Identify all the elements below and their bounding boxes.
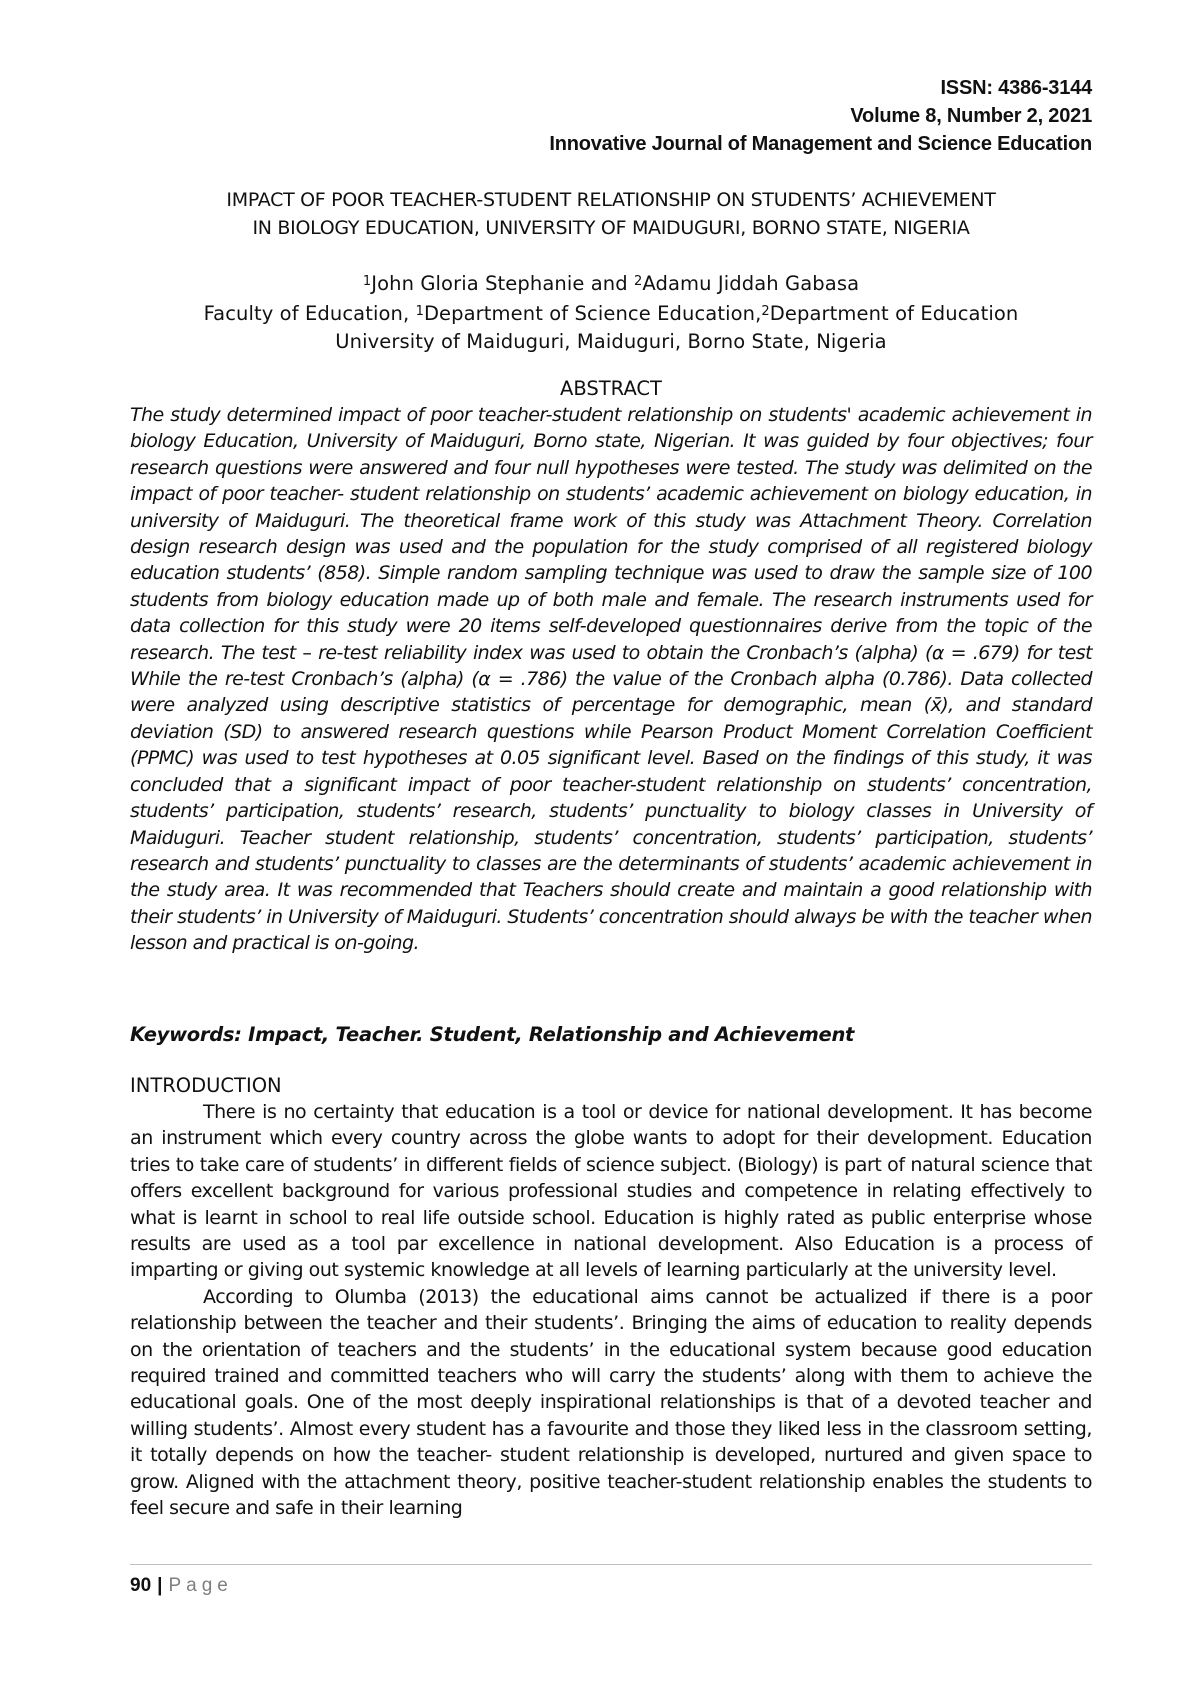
- introduction-body: [130, 1099, 1092, 1522]
- author-2: Adamu Jiddah Gabasa: [642, 272, 860, 295]
- department-1-mark: 1: [415, 304, 424, 319]
- author-1: John Gloria Stephanie and: [371, 272, 635, 295]
- university-affiliation: University of Maiduguri, Maiduguri, Borno State, Nigeria: [335, 330, 887, 353]
- faculty: Faculty of Education,: [203, 302, 416, 325]
- department-2: Department of Education: [769, 302, 1019, 325]
- paper-title: [130, 186, 1092, 242]
- affiliation-departments: [130, 298, 1092, 328]
- introduction-paragraph: There is no certainty that education is a tool or device for national development. It has become an instrument which every country across the globe wants to adopt for their development. Education tries to take care of students’ in different fields of science subject. (Biology) is part of natural science that offers excellent background for various professional studies and competence in relating effectively to what is learnt in school to real life outside school. Education is highly rated as public enterprise whose results are used as a tool par excellence in national development. Also Education is a process of imparting or giving out systemic knowledge at all levels of learning particularly at the university level.: [130, 1101, 1092, 1282]
- keywords: Keywords: Impact, Teacher. Student, Relationship and Achievement: [130, 1023, 855, 1046]
- abstract-text: The study determined impact of poor teacher-student relationship on students' academic achievement in biology Education, University of Maiduguri, Borno state, Nigerian. It was guided by four objectives; four research questions were answered and four null hypotheses were tested. The study was delimited on the impact of poor teacher- student relationship on students’ academic achievement on biology education, in university of Maiduguri. The theoretical frame work of this study was Attachment Theory. Correlation design research design was used and the population for the study comprised of all registered biology education students’ (858). Simple random sampling technique was used to draw the sample size of 100 students from biology education made up of both male and female. The research instruments used for data collection for this study were 20 items self-developed questionnaires derive from the topic of the research. The test – re-test reliability index was used to obtain the Cronbach’s (alpha) (α = .679) for test While the re-test Cronbach’s (alpha) (α = .786) the value of the Cronbach alpha (0.786). Data collected were analyzed using descriptive statistics of percentage for demographic, mean (x̄), and standard deviation (SD) to answered research questions while Pearson Product Moment Correlation Coefficient (PPMC) was used to test hypotheses at 0.05 significant level. Based on the findings of this study, it was concluded that a significant impact of poor teacher-student relationship on students’ concentration, students’ participation, students’ research, students’ punctuality to biology classes in University of Maiduguri. Teacher student relationship, students’ concentration, students’ participation, students’ research and students’ punctuality to classes are the determinants of students’ academic achievement in the study area. It was recommended that Teachers should create and maintain a good relationship with their students’ in University of Maiduguri. Students’ concentration should always be with the teacher when lesson and practical is on-going.: [130, 404, 1092, 955]
- author-2-affiliation-mark: 2: [634, 274, 643, 289]
- page-number: 90: [130, 1575, 152, 1596]
- title-line-2: IN BIOLOGY EDUCATION, UNIVERSITY OF MAIDUGURI, BORNO STATE, NIGERIA: [252, 217, 970, 239]
- title-line-1: IMPACT OF POOR TEACHER-STUDENT RELATIONSHIP ON STUDENTS’ ACHIEVEMENT: [226, 189, 996, 211]
- paper-page: [130, 0, 1092, 1696]
- page-footer: [130, 1573, 233, 1599]
- issn: ISSN: 4386-3144: [940, 77, 1092, 99]
- author-names: [130, 268, 1092, 298]
- department-2-mark: 2: [761, 304, 770, 319]
- footer-separator: |: [157, 1575, 163, 1596]
- author-1-affiliation-mark: 1: [362, 274, 372, 289]
- footer-divider: [130, 1564, 1092, 1565]
- journal-header: [549, 74, 1092, 158]
- department-1: Department of Science Education,: [423, 302, 762, 325]
- introduction-paragraph: According to Olumba (2013) the educational aims cannot be actualized if there is a poor relationship between the teacher and their students’. Bringing the aims of education to reality depends on the orientation of teachers and the students’ in the educational system because good education required trained and committed teachers who will carry the students’ along with them to achieve the educational goals. One of the most deeply inspirational relationships is that of a devoted teacher and willing students’. Almost every student has a favourite and those they liked less in the classroom setting, it totally depends on how the teacher- student relationship is developed, nurtured and given space to grow. Aligned with the attachment theory, positive teacher-student relationship enables the students to feel secure and safe in their learning: [130, 1285, 1092, 1520]
- volume-number: Volume 8, Number 2, 2021: [850, 105, 1092, 127]
- page-label: Page: [168, 1575, 233, 1596]
- abstract-heading: ABSTRACT: [560, 377, 662, 400]
- journal-name: Innovative Journal of Management and Science Education: [549, 133, 1092, 155]
- introduction-heading: INTRODUCTION: [130, 1074, 282, 1097]
- author-block: [130, 268, 1092, 356]
